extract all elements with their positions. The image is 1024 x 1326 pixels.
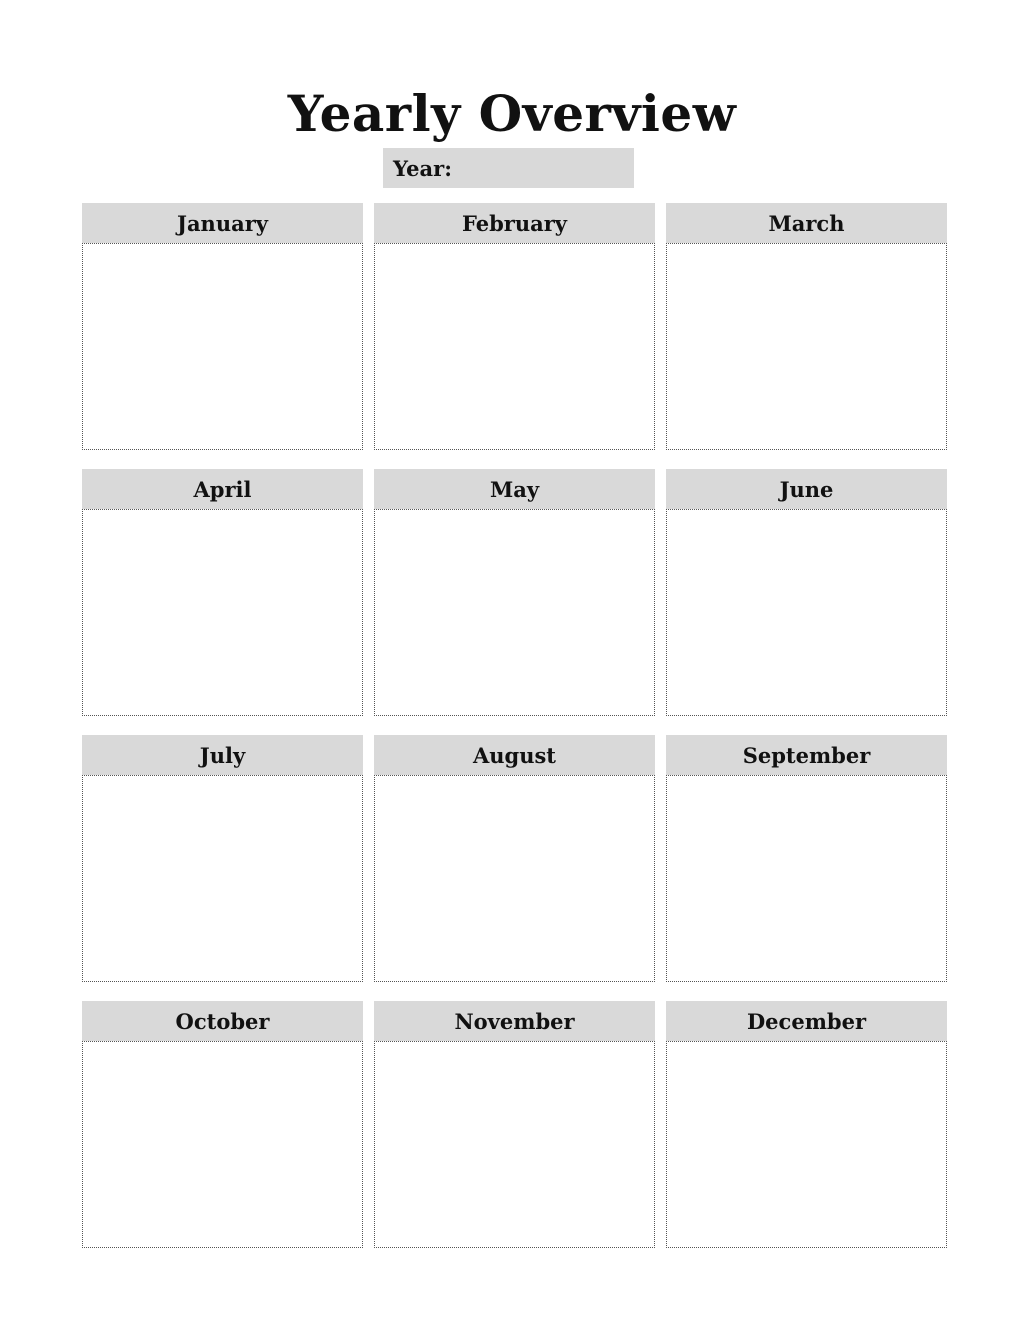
month-notes-area[interactable] bbox=[666, 509, 947, 716]
month-notes-area[interactable] bbox=[666, 243, 947, 450]
month-july bbox=[82, 735, 363, 982]
month-header: November bbox=[374, 1001, 655, 1041]
month-header: May bbox=[374, 469, 655, 509]
month-header: January bbox=[82, 203, 363, 243]
month-june bbox=[666, 469, 947, 716]
month-notes-area[interactable] bbox=[374, 775, 655, 982]
month-august bbox=[374, 735, 655, 982]
page-title: Yearly Overview bbox=[287, 84, 737, 143]
year-field[interactable] bbox=[383, 148, 634, 188]
month-november bbox=[374, 1001, 655, 1248]
month-notes-area[interactable] bbox=[666, 775, 947, 982]
month-december bbox=[666, 1001, 947, 1248]
month-february bbox=[374, 203, 655, 450]
month-header: September bbox=[666, 735, 947, 775]
month-header: February bbox=[374, 203, 655, 243]
month-may bbox=[374, 469, 655, 716]
month-header: December bbox=[666, 1001, 947, 1041]
year-label: Year: bbox=[393, 155, 452, 181]
month-notes-area[interactable] bbox=[374, 509, 655, 716]
month-header: March bbox=[666, 203, 947, 243]
month-january bbox=[82, 203, 363, 450]
month-header: July bbox=[82, 735, 363, 775]
month-header: April bbox=[82, 469, 363, 509]
month-header: October bbox=[82, 1001, 363, 1041]
month-notes-area[interactable] bbox=[82, 243, 363, 450]
month-notes-area[interactable] bbox=[82, 1041, 363, 1248]
months-grid bbox=[82, 203, 947, 1248]
month-october bbox=[82, 1001, 363, 1248]
month-september bbox=[666, 735, 947, 982]
month-march bbox=[666, 203, 947, 450]
month-notes-area[interactable] bbox=[82, 775, 363, 982]
month-notes-area[interactable] bbox=[82, 509, 363, 716]
month-header: June bbox=[666, 469, 947, 509]
month-notes-area[interactable] bbox=[666, 1041, 947, 1248]
month-header: August bbox=[374, 735, 655, 775]
month-april bbox=[82, 469, 363, 716]
month-notes-area[interactable] bbox=[374, 243, 655, 450]
month-notes-area[interactable] bbox=[374, 1041, 655, 1248]
